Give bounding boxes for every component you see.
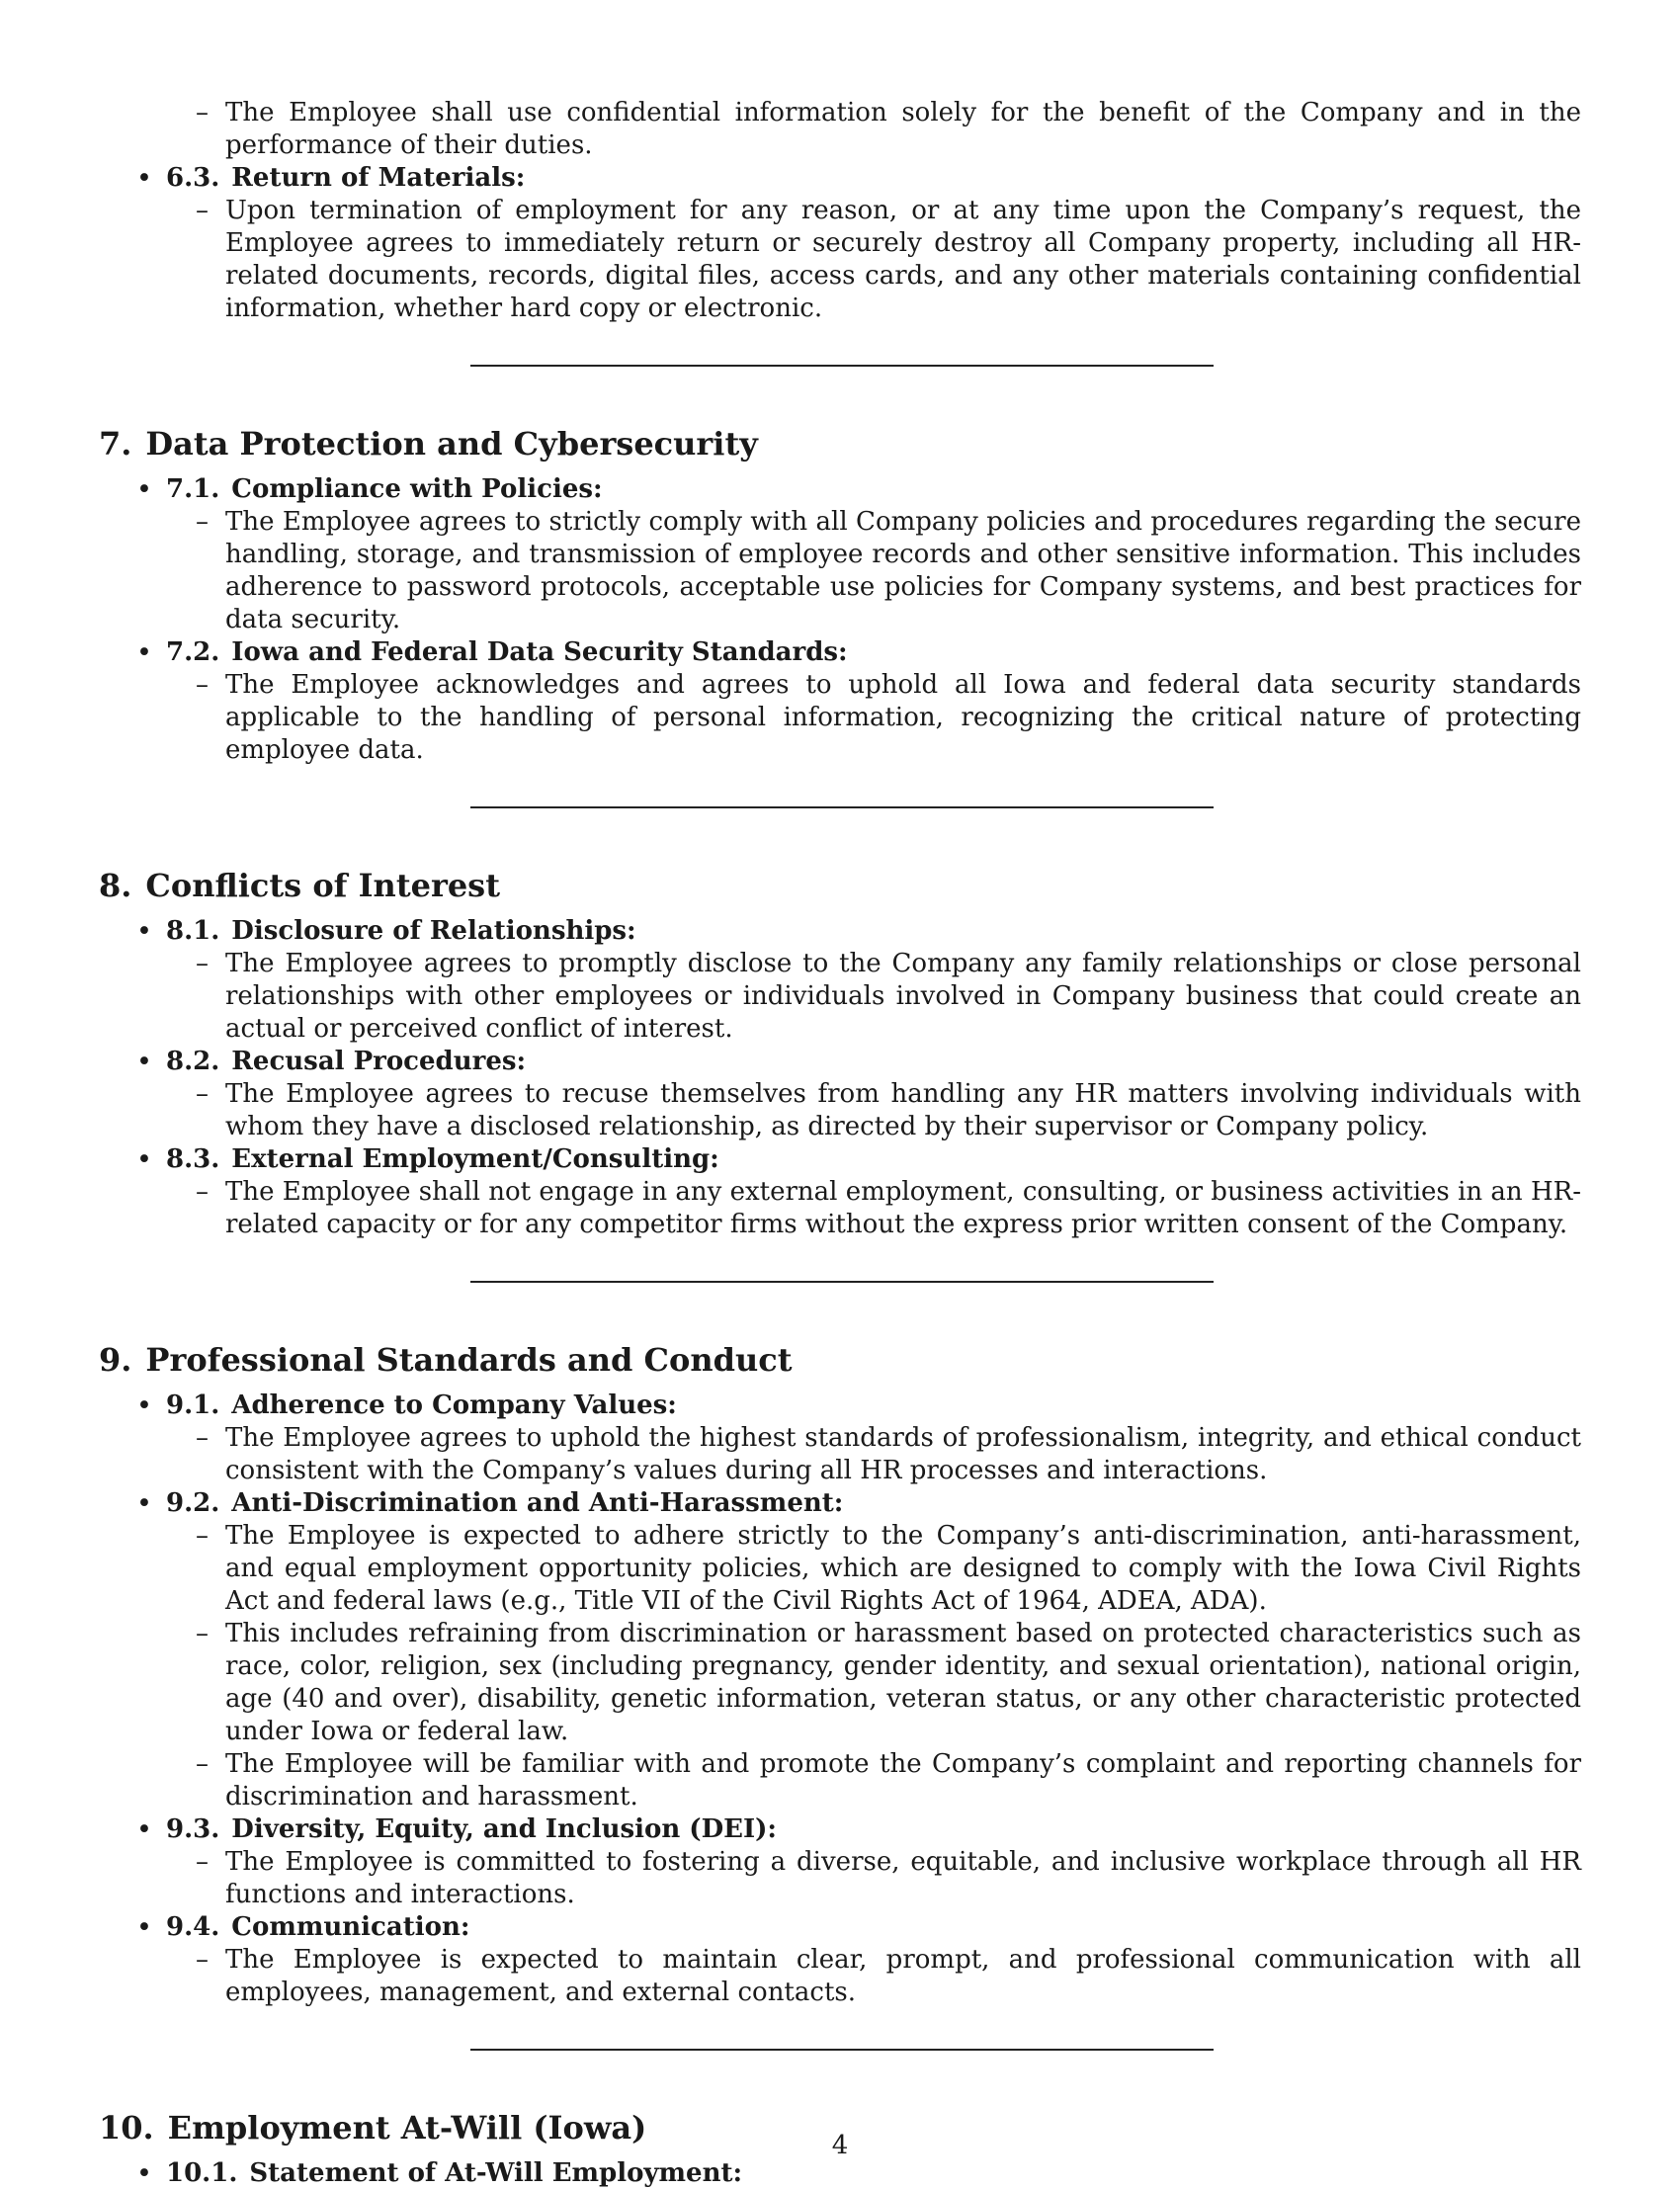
sections-container: [99, 365, 1581, 2190]
subsection-number: 9.3.: [166, 1814, 220, 1844]
subsection-number: 8.1.: [166, 916, 220, 946]
subsection-number: 9.2.: [166, 1488, 220, 1518]
subsection-title: Anti-Discrimination and Anti-Harassment:: [231, 1488, 844, 1518]
section-number: 9.: [99, 1341, 132, 1379]
subsection-heading: [166, 1487, 1581, 1520]
dash-marker: –: [196, 1521, 209, 1551]
section-title: Data Protection and Cybersecurity: [145, 425, 758, 463]
subsection-number: 9.1.: [166, 1390, 220, 1420]
bullet-marker: •: [136, 1488, 152, 1519]
dash-marker: –: [196, 98, 209, 127]
list-item: [196, 97, 1581, 162]
section-title: Employment At-Will (Iowa): [167, 2109, 647, 2147]
item-text: The Employee acknowledges and agrees to uphold all Iowa and federal data security standards applicable to the handling of personal information, recognizing the critical nature of protecting employee data.: [225, 670, 1581, 765]
bullet-marker: •: [136, 1912, 152, 1943]
dash-marker: –: [196, 1847, 209, 1877]
section-number: 8.: [99, 867, 132, 904]
list-item: [196, 1422, 1581, 1487]
item-text: The Employee agrees to uphold the highest standards of professionalism, integrity, and ethical conduct consistent with the Company’s values during all HR processes and interactions.: [225, 1423, 1581, 1485]
subsection-title: Compliance with Policies:: [231, 474, 603, 504]
section-divider: [470, 365, 1214, 367]
dash-marker: –: [196, 1177, 209, 1207]
subsection-heading: [166, 1390, 1581, 1422]
list-item: [196, 1846, 1581, 1911]
subsection-8-3: [136, 1143, 1581, 1241]
dash-marker: –: [196, 1619, 209, 1648]
list-item: [196, 948, 1581, 1046]
bullet-marker: •: [136, 916, 152, 947]
subsection-title: External Employment/Consulting:: [231, 1144, 719, 1174]
subsection-title: Recusal Procedures:: [231, 1047, 527, 1076]
subsection-9-4: [136, 1911, 1581, 2009]
subsection-number: 6.3.: [166, 163, 220, 193]
item-text: The Employee is expected to maintain clear, prompt, and professional communication with all employees, management, and external contacts.: [225, 1945, 1581, 2007]
section-number: 10.: [99, 2109, 154, 2147]
subsection-number: 9.4.: [166, 1912, 220, 1942]
section-9: [99, 1340, 1581, 2009]
list-item: [196, 1520, 1581, 1618]
subsection-heading: [166, 1046, 1581, 1078]
section-divider: [470, 2049, 1214, 2051]
item-text: The Employee is committed to fostering a diverse, equitable, and inclusive workplace through all HR functions and interactions.: [225, 1847, 1581, 1909]
subsection-6-3: [136, 162, 1581, 325]
section-7: [99, 424, 1581, 767]
section-divider: [470, 1281, 1214, 1283]
list-item: [196, 195, 1581, 325]
item-text: Upon termination of employment for any reason, or at any time upon the Company’s request, the Employee agrees to immediately return or securely destroy all Company property, including all HR-related documents, records, digital files, access cards, and any other materials containing confidential information, whether hard copy or electronic.: [225, 196, 1581, 323]
dash-marker: –: [196, 1423, 209, 1453]
document-content: [99, 97, 1581, 2190]
section-number: 7.: [99, 425, 132, 463]
subsection-9-2: [136, 1487, 1581, 1813]
dash-marker: –: [196, 1079, 209, 1109]
section-8: [99, 866, 1581, 1241]
list-item: [196, 1748, 1581, 1813]
subsection-title: Return of Materials:: [231, 163, 526, 193]
item-text: The Employee agrees to promptly disclose to the Company any family relationships or close personal relationships with other employees or individuals involved in Company business that could create an actual or perceived conflict of interest.: [225, 949, 1581, 1044]
section-heading: [99, 424, 1581, 463]
list-item: [196, 1944, 1581, 2009]
subsection-heading: [166, 1143, 1581, 1176]
subsection-8-2: [136, 1046, 1581, 1143]
bullet-marker: •: [136, 1047, 152, 1077]
dash-marker: –: [196, 949, 209, 978]
subsection-heading: [166, 636, 1581, 669]
section-6-continuation: [99, 97, 1581, 325]
subsection-number: 7.2.: [166, 637, 220, 667]
section-heading: [99, 866, 1581, 905]
list-item: [196, 669, 1581, 767]
subsection-heading: [166, 915, 1581, 948]
section-heading: [99, 1340, 1581, 1380]
subsection-8-1: [136, 915, 1581, 1046]
subsection-title: Diversity, Equity, and Inclusion (DEI):: [231, 1814, 778, 1844]
dash-marker: –: [196, 1749, 209, 1779]
item-text: The Employee agrees to recuse themselves from handling any HR matters involving individuals with whom they have a disclosed relationship, as directed by their supervisor or Company policy.: [225, 1079, 1581, 1141]
subsection-heading: [166, 1911, 1581, 1944]
bullet-marker: •: [136, 1390, 152, 1421]
section-title: Professional Standards and Conduct: [145, 1341, 793, 1379]
subsection-9-3: [136, 1813, 1581, 1911]
subsection-heading: [166, 1813, 1581, 1846]
subsection-heading: [166, 473, 1581, 506]
subsection-heading: [166, 162, 1581, 195]
subsection-number: 8.2.: [166, 1047, 220, 1076]
item-text: The Employee is expected to adhere strictly to the Company’s anti-discrimination, anti-harassment, and equal employment opportunity policies, which are designed to comply with the Iowa Civil Rights Act and federal laws (e.g., Title VII of the Civil Rights Act of 1964, ADEA, ADA).: [225, 1521, 1581, 1616]
item-text: The Employee will be familiar with and promote the Company’s complaint and reporting channels for discrimination and harassment.: [225, 1749, 1581, 1811]
subsection-number: 8.3.: [166, 1144, 220, 1174]
section-title: Conflicts of Interest: [145, 867, 500, 904]
subsection-title: Iowa and Federal Data Security Standards:: [231, 637, 848, 667]
subsection-number: 7.1.: [166, 474, 220, 504]
item-text: The Employee agrees to strictly comply with all Company policies and procedures regarding the secure handling, storage, and transmission of employee records and other sensitive information. This includes adherence to password protocols, acceptable use policies for Company systems, and best practices for data security.: [225, 507, 1581, 634]
subsection-title: Statement of At-Will Employment:: [249, 2158, 743, 2188]
subsection-number: 10.1.: [166, 2158, 238, 2188]
item-text: The Employee shall use confidential information solely for the benefit of the Company and in the performance of their duties.: [225, 98, 1581, 160]
bullet-marker: •: [136, 1814, 152, 1845]
subsection-title: Disclosure of Relationships:: [231, 916, 636, 946]
dash-marker: –: [196, 1945, 209, 1975]
section-divider: [470, 806, 1214, 808]
bullet-marker: •: [136, 2158, 152, 2189]
list-item: [196, 1618, 1581, 1748]
item-text: This includes refraining from discrimination or harassment based on protected characteristics such as race, color, religion, sex (including pregnancy, gender identity, and sexual orientation), national origin, age (40 and over), disability, genetic information, veteran status, or any other characteristic protected under Iowa or federal law.: [225, 1619, 1581, 1746]
subsection-7-1: [136, 473, 1581, 636]
bullet-marker: •: [136, 163, 152, 194]
dash-marker: –: [196, 507, 209, 537]
list-item: [196, 506, 1581, 636]
item-text: The Employee shall not engage in any external employment, consulting, or business activities in an HR-related capacity or for any competitor firms without the express prior written consent of the Company.: [225, 1177, 1581, 1239]
page-number: 4: [831, 2131, 849, 2160]
dash-marker: –: [196, 670, 209, 700]
list-item: [196, 1176, 1581, 1241]
dash-marker: –: [196, 196, 209, 225]
subsection-title: Communication:: [231, 1912, 470, 1942]
bullet-marker: •: [136, 1144, 152, 1175]
bullet-marker: •: [136, 637, 152, 668]
list-item: [196, 1078, 1581, 1143]
bullet-marker: •: [136, 474, 152, 505]
subsection-9-1: [136, 1390, 1581, 1487]
subsection-title: Adherence to Company Values:: [231, 1390, 677, 1420]
subsection-7-2: [136, 636, 1581, 767]
